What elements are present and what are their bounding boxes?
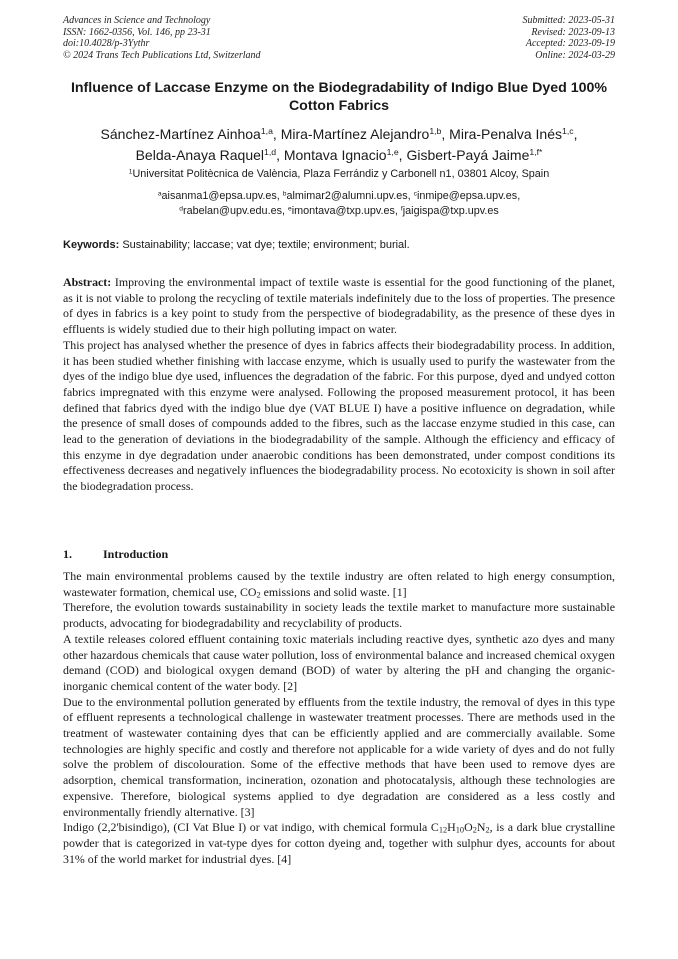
introduction-text — [63, 569, 615, 867]
doi-line: doi:10.4028/p-3Yythr — [63, 38, 150, 49]
author: Mira-Penalva Inés$^{1,c}$, — [449, 126, 578, 142]
section-heading — [63, 547, 168, 562]
revised-date: Revised: 2023-09-13 — [531, 26, 615, 38]
section-title: Introduction — [103, 547, 169, 561]
author-emails — [63, 189, 615, 218]
issn-line: ISSN: 1662-0356, Vol. 146, pp 23-31 — [63, 26, 211, 38]
abstract-label: Abstract: — [63, 275, 112, 289]
email-entry: $^f$jaigispa@txp.upv.es — [400, 204, 499, 217]
section-number: 1. — [63, 547, 72, 561]
publication-dates — [523, 15, 616, 61]
keywords-text: Sustainability; laccase; vat dye; textile; environment; burial. — [122, 239, 410, 251]
online-date: Online: 2024-03-29 — [535, 49, 615, 61]
abstract-paragraph: This project has analysed whether the presence of dyes in fabrics affects their biodegradability process. In addition, it has been studied whether finishing with laccase enzyme, which is usually used to purify the wastewater from the dyes of the indigo blue dye used, influences the degradation of the fabric. For this purpose, dyed and undyed cotton fabrics impregnated with this enzyme were analysed. Following the proposed measurement protocol, it has been defined that fabrics dyed with the indigo blue dye (VAT BLUE I) have a positive influence on degradation, while the presence of small doses of compounds added to the fibres, such as the laccase enzyme studied in this case, can lead to the generation of deviations in the biodegradability of the sample. Although the efficiency and efficacy of this enzyme in dye degradation under anaerobic conditions has been demonstrated, under compost conditions its effectiveness decreases and negatively influences the biodegradability process. No ecotoxicity is shown in soil after the biodegradation process. — [63, 337, 615, 494]
body-paragraph: Due to the environmental pollution generated by effluents from the textile industry, the removal of dyes in this type of effluent represents a technological challenge in wastewater treatment processes. There are methods used in the treatment of wastewater containing dyes that can be efficiently applied and are commercially available. Some technologies are highly specific and costly and therefore not applicable for a wide variety of dyes and do not fully solve the problem of discolouration. Some of the effective methods that have been used to remove dyes are adsorption, chemical transformation, incineration, ozonation and photocatalysis, although these technologies are expensive. Therefore, biological systems applied to dye degradation are considered as a less costly and environmentally friendly alternative. [3] — [63, 694, 615, 819]
keywords-label: Keywords: — [63, 239, 120, 251]
journal-name: Advances in Science and Technology — [63, 15, 211, 26]
author: Montava Ignacio$^{1,e}$, — [283, 147, 407, 163]
email-entry: $^e$imontava@txp.upv.es, — [287, 204, 401, 217]
copyright-line: © 2024 Trans Tech Publications Ltd, Switzerland — [63, 49, 261, 61]
accepted-date: Accepted: 2023-09-19 — [525, 38, 615, 49]
email-entry: $^b$almimar2@alumni.upv.es, — [282, 190, 414, 202]
body-paragraph: Therefore, the evolution towards sustainability in society leads the textile market to manufacture more sustainable products, advocating for biodegradability and recyclability of products. — [63, 600, 615, 631]
author: Belda-Anaya Raquel$^{1,d}$, — [135, 147, 284, 163]
keywords — [63, 238, 615, 252]
submitted-date: Submitted: 2023-05-31 — [522, 15, 615, 26]
email-entry: $^d$rabelan@upv.edu.es, — [179, 204, 288, 217]
abstract-paragraph: Abstract: Improving the environmental impact of textile waste is essential for the good functioning of the planet, as it is not viable to prolong the recycling of textile materials indefinitely due to the loss of properties. The presence of dyes in fabrics is a key point to study from the perspective of biodegradability, as the presence of these dyes in effluents is widely studied due to their high polluting impact on water. — [63, 275, 615, 337]
body-paragraph: Indigo (2,2'bisindigo), (CI Vat Blue I) or vat indigo, with chemical formula $C_{12}H_{10}O_2N_2$, is a dark blue crystalline powder that is categorized in vat-type dyes for cotton dyeing and, together with sulphur dyes, accounts for about 31% of the world market for industrial dyes. [4] — [63, 820, 615, 866]
author-list — [55, 124, 623, 166]
paper-title: Influence of Laccase Enzyme on the Biodegradability of Indigo Blue Dyed 100% Cotton Fabrics — [70, 80, 608, 114]
body-paragraph: The main environmental problems caused by the textile industry are often related to high energy consumption, wastewater formation, chemical use, $CO_2$ emissions and solid waste. [1] — [63, 569, 615, 600]
author: Sánchez-Martínez Ainhoa$^{1,a}$, — [100, 126, 281, 142]
author: Gisbert-Payá Jaime$^{1,f*}$ — [406, 147, 543, 163]
affiliation: $^1$Universitat Politècnica de València, Plaza Ferrándiz y Carbonell n1, 03801 Alcoy, Spain — [128, 168, 550, 180]
email-entry: $^c$inmipe@epsa.upv.es, — [413, 190, 521, 202]
email-entry: $^a$aisanma1@epsa.upv.es, — [157, 190, 283, 202]
body-paragraph: A textile releases colored effluent containing toxic materials including reactive dyes, synthetic azo dyes and many other hazardous chemicals that cause water pollution, loss of environmental balance and increased chemical oxygen demand (COD) and biological oxygen demand (BOD) of water by altering the pH and changing the organic-inorganic chemical content of the water body. [2] — [63, 631, 615, 693]
journal-info — [63, 15, 261, 61]
abstract — [63, 275, 615, 495]
author: Mira-Martínez Alejandro$^{1,b}$, — [280, 126, 450, 142]
